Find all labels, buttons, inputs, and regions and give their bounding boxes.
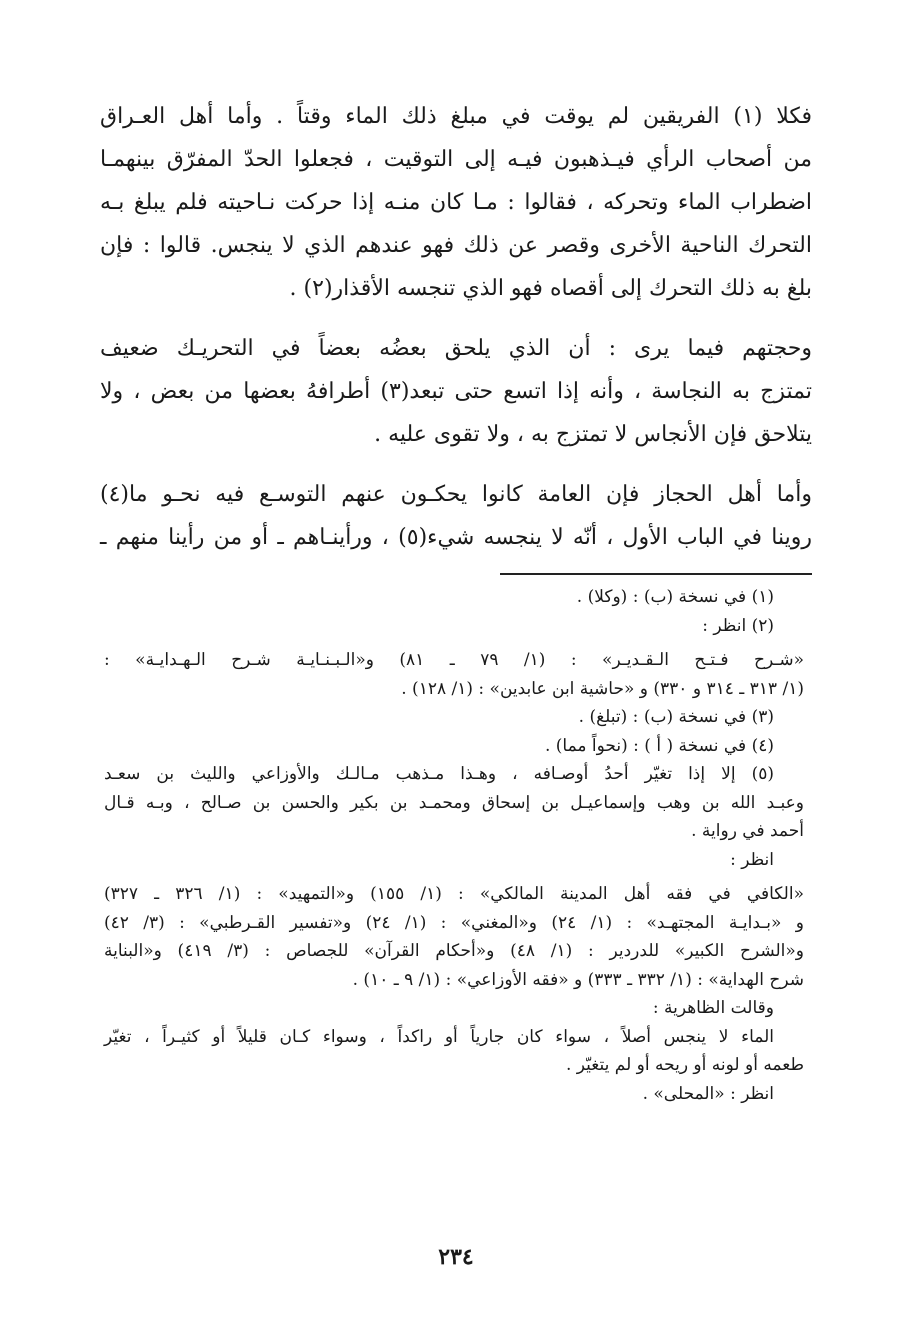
footnote-5-line: وعبـد الله بن وهب وإسماعيـل بن إسحاق ومحمـد بن بكير والحسن بن صـالح ، وبـه قـال [104,792,804,813]
footnote-5-line: انظر : [730,849,774,870]
page-number: ٢٣٤ [438,1244,474,1270]
paragraph-3 [100,473,812,559]
footnote-5-ref: «الكافي في فقه أهل المدينة المالكي» : (١/ ١٥٥) و«التمهيد» : (١/ ٣٢٦ ـ ٣٢٧) [104,884,804,904]
text-line: وأما أهل الحجاز فإن العامة كانوا يحكـون عنهم التوسـع فيه نحـو ما(٤) [100,482,812,507]
text-line: التحرك الناحية الأخرى وقصر عن ذلك فهو عندهم الذي لا ينجس. قالوا : فإن [100,233,812,258]
text-line: روينا في الباب الأول ، أنّه لا ينجسه شيء(٥) ، ورأينـاهم ـ أو من رأينا منهم ـ [100,525,812,550]
text-line: وحجتهم فيما يرى : أن الذي يلحق بعضُه بعضاً في التحريـك ضعيف [100,336,812,361]
text-line: اضطراب الماء وتحركه ، فقالوا : مـا كان منـه إذا حركت نـاحيته فلم يبلغ بـه [100,190,812,215]
footnote-3: (٣) في نسخة (ب) : (تبلغ) . [578,707,774,727]
footnote-separator [500,573,812,575]
footnote-5: (٥) إلا إذا تغيّر أحدُ أوصـافه ، وهـذا مـذهب مـالـك والأوزاعي والليث بن سعـد [104,764,774,784]
main-text [100,95,812,576]
footnote-5-ref: و«الشرح الكبير» للدردير : (١/ ٤٨) و«أحكام القرآن» للجصاص : (٣/ ٤١٩) و«البناية [104,941,805,961]
footnote-4: (٤) في نسخة ( أ ) : (نحواً مما) . [544,735,774,756]
text-line: بلغ به ذلك التحرك إلى أقصاه فهو الذي تنجسه الأقذار(٢) . [289,276,812,301]
paragraph-2 [100,327,812,456]
footnote-5-line: انظر : «المحلى» . [642,1083,774,1104]
text-line: تمتزج به النجاسة ، وأنه إذا اتسع حتى تبعد(٣) أطرافهُ بعضها من بعض ، ولا [100,379,812,404]
footnote-2: (٢) انظر : [702,615,774,636]
footnote-5-line: وقالت الظاهرية : [652,998,774,1018]
text-line: من أصحاب الرأي فيـذهبون فيـه إلى التوقيت ، فجعلوا الحدّ المفرّق بينهمـا [100,147,812,172]
footnote-2-ref: «شـرح فـتـح الـقـديـر» : (١/ ٧٩ ـ ٨١) و«الـبـنـايـة شـرح الـهـدايـة» : [104,650,804,670]
text-line: يتلاحق فإن الأنجاس لا تمتزج به ، ولا تقوى عليه . [374,422,812,447]
footnote-2-ref: (١/ ٣١٣ ـ ٣١٤ و ٣٣٠) و «حاشية ابن عابدين» : (١/ ١٢٨) . [401,678,804,699]
footnote-5-line: أحمد في رواية . [691,821,804,841]
footnote-5-line: طعمه أو لونه أو ريحه أو لم يتغيّر . [565,1055,804,1075]
paragraph-1 [100,95,812,310]
text-line: فكلا (١) الفريقين لم يوقت في مبلغ ذلك الماء وقتاً . وأما أهل العـراق [100,104,812,129]
footnote-5-line: الماء لا ينجس أصلاً ، سواء كان جارياً أو راكداً ، وسواء كـان قليلاً أو كثيـراً ، تغيّر [104,1026,774,1047]
footnote-5-ref: و «بـدايـة المجتهـد» : (١/ ٢٤) و«المغني» : (١/ ٢٤) و«تفسير القـرطبي» : (٣/ ٤٢) [104,912,804,933]
footnote-5-ref: شرح الهداية» : (١/ ٣٣٢ ـ ٣٣٣) و «فقه الأوزاعي» : (١/ ٩ ـ ١٠) . [352,969,804,990]
footnotes [104,583,804,1108]
footnote-1: (١) في نسخة (ب) : (وكلا) . [576,587,774,607]
